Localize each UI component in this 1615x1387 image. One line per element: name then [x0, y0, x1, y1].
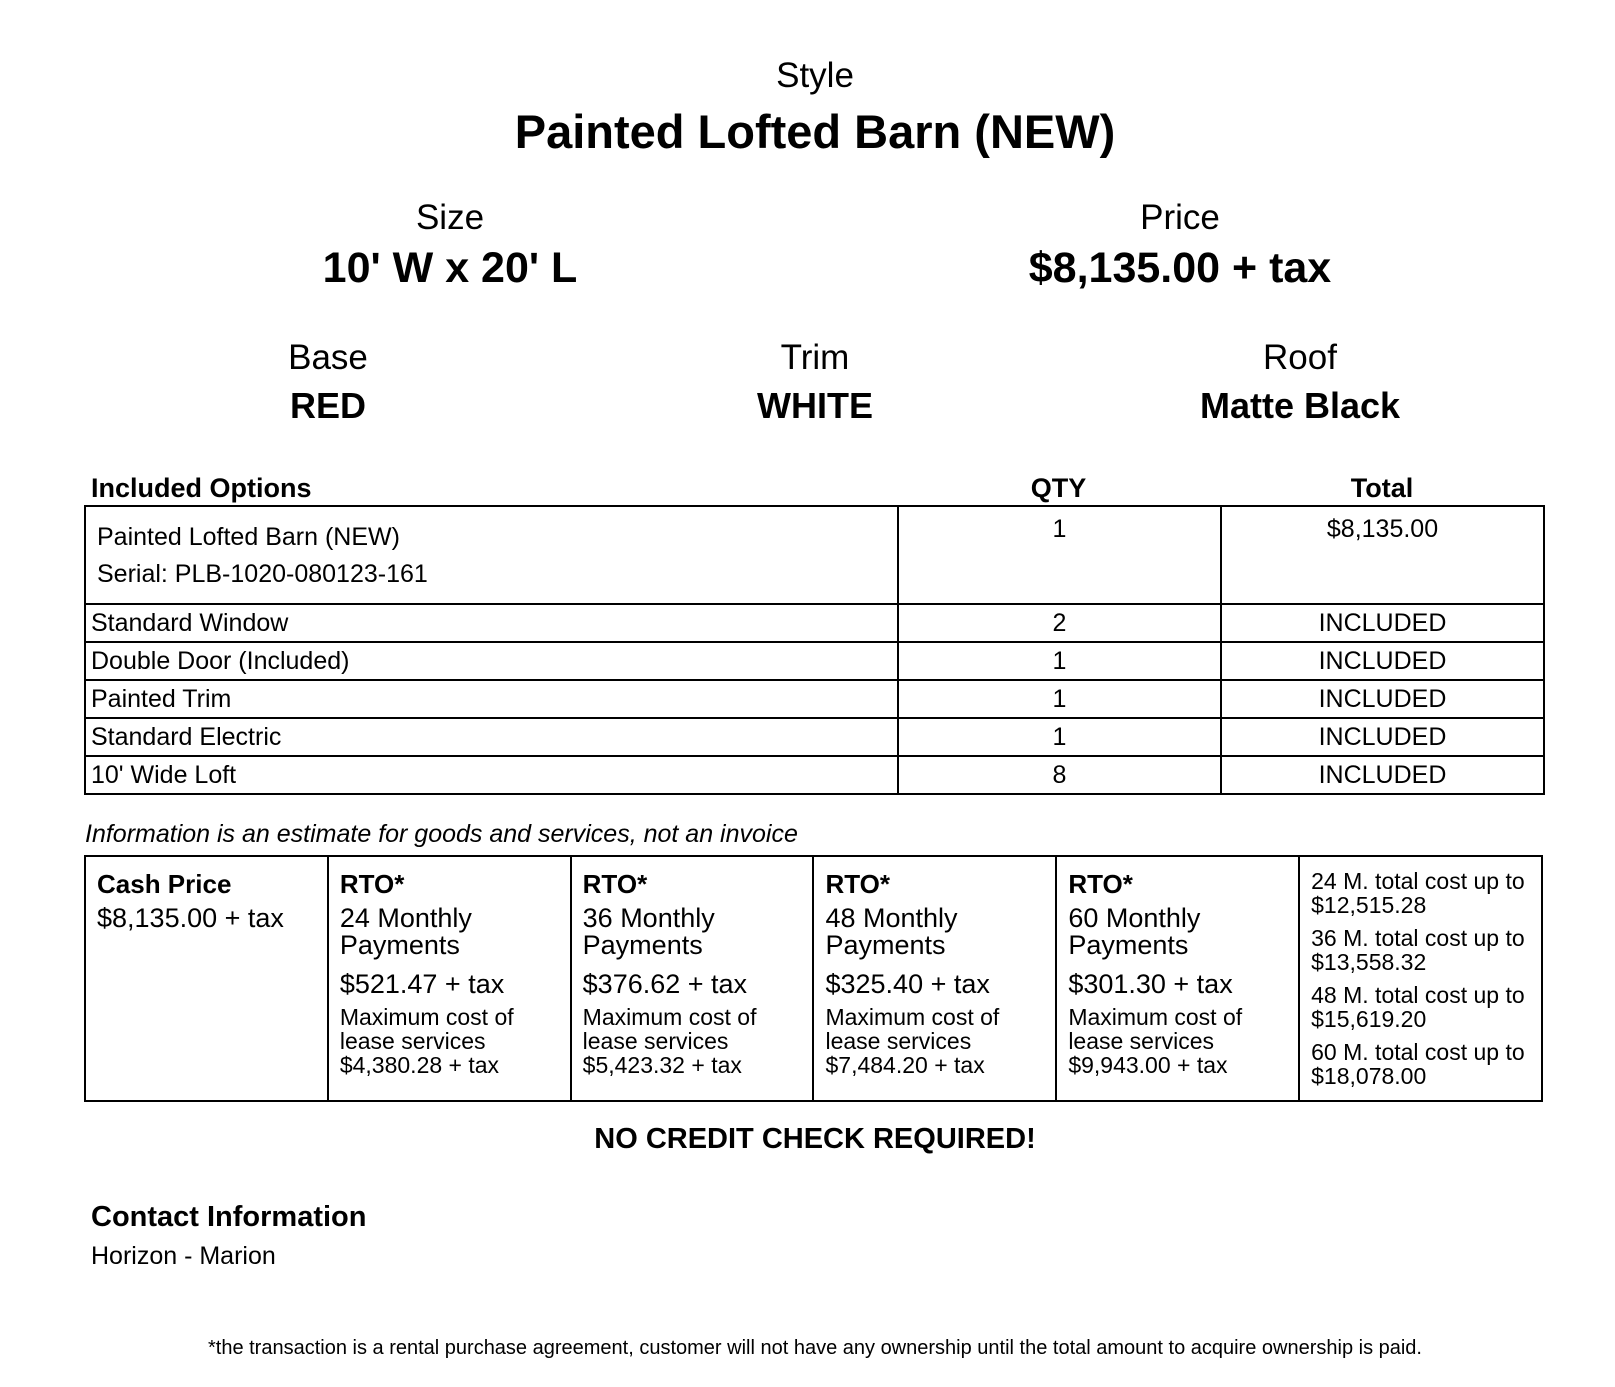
cash-price-title: Cash Price: [97, 869, 232, 899]
rto-term: 60 Monthly Payments: [1068, 903, 1201, 960]
roof-color-value: Matte Black: [1199, 385, 1401, 426]
table-row: [85, 718, 1544, 756]
total-cost-cell: [1299, 856, 1542, 1101]
option-qty: 8: [898, 756, 1221, 794]
rto-cell: [328, 856, 571, 1101]
options-header-qty: QTY: [1030, 473, 1087, 503]
rto-amount: $301.30 + tax: [1068, 969, 1233, 999]
option-total: INCLUDED: [1221, 642, 1544, 680]
base-color-value: RED: [289, 385, 366, 426]
table-row: [85, 642, 1544, 680]
option-name: Painted Trim: [85, 680, 898, 718]
option-total: $8,135.00: [1221, 506, 1544, 604]
no-credit-check-banner: NO CREDIT CHECK REQUIRED!: [594, 1123, 1036, 1155]
rto-title: RTO*: [582, 869, 648, 899]
payment-options-table: [84, 855, 1543, 1102]
rto-title: RTO*: [339, 869, 405, 899]
option-total: INCLUDED: [1221, 680, 1544, 718]
rto-max-cost: Maximum cost of lease services $7,484.20 + tax: [825, 1004, 1000, 1078]
option-qty: 1: [898, 642, 1221, 680]
cash-price-value: $8,135.00 + tax: [97, 903, 284, 933]
option-total: INCLUDED: [1221, 604, 1544, 642]
contact-name: Horizon - Marion: [91, 1242, 276, 1270]
table-row: [85, 756, 1544, 794]
footnote: *the transaction is a rental purchase agreement, customer will not have any ownership until the total amount to acquire ownership is paid.: [207, 1337, 1422, 1359]
option-name: Painted Lofted Barn (NEW): [97, 523, 400, 551]
contact-title: Contact Information: [91, 1201, 367, 1233]
rto-cell: [571, 856, 814, 1101]
rto-amount: $325.40 + tax: [825, 969, 990, 999]
option-serial: Serial: PLB-1020-080123-161: [97, 560, 428, 588]
rto-max-cost: Maximum cost of lease services $4,380.28 + tax: [339, 1004, 514, 1078]
roof-color-label: Roof: [1263, 338, 1337, 377]
option-qty: 1: [898, 506, 1221, 604]
rto-max-cost: Maximum cost of lease services $9,943.00 + tax: [1068, 1004, 1243, 1078]
rto-term: 24 Monthly Payments: [339, 903, 472, 960]
option-name-cell: [85, 506, 898, 604]
style-value: Painted Lofted Barn (NEW): [514, 105, 1116, 158]
table-row: [85, 604, 1544, 642]
option-total: INCLUDED: [1221, 756, 1544, 794]
option-name: 10' Wide Loft: [85, 756, 898, 794]
options-header-total: Total: [1350, 473, 1414, 503]
rto-title: RTO*: [825, 869, 891, 899]
option-name: Standard Electric: [85, 718, 898, 756]
options-header-name: Included Options: [91, 473, 312, 503]
trim-color-label: Trim: [780, 338, 850, 377]
style-label: Style: [776, 56, 854, 95]
total-cost-60: 60 M. total cost up to $18,078.00: [1311, 1039, 1525, 1089]
price-value: $8,135.00 + tax: [1028, 244, 1332, 292]
rto-amount: $521.47 + tax: [339, 969, 505, 999]
trim-color-value: WHITE: [757, 385, 873, 426]
estimate-note: Information is an estimate for goods and services, not an invoice: [85, 820, 798, 848]
table-row: [85, 506, 1544, 604]
option-name: Double Door (Included): [85, 642, 898, 680]
base-color-label: Base: [288, 338, 368, 377]
option-name: Standard Window: [85, 604, 898, 642]
rto-title: RTO*: [1068, 869, 1133, 899]
total-cost-48: 48 M. total cost up to $15,619.20: [1311, 982, 1525, 1032]
options-table: [84, 505, 1545, 795]
option-qty: 1: [898, 718, 1221, 756]
rto-amount: $376.62 + tax: [582, 969, 748, 999]
option-qty: 2: [898, 604, 1221, 642]
rto-term: 48 Monthly Payments: [825, 903, 958, 960]
table-row: [85, 856, 1542, 1101]
rto-term: 36 Monthly Payments: [582, 903, 715, 960]
rto-max-cost: Maximum cost of lease services $5,423.32 + tax: [582, 1004, 757, 1078]
option-total: INCLUDED: [1221, 718, 1544, 756]
rto-cell: [1056, 856, 1299, 1101]
total-cost-24: 24 M. total cost up to $12,515.28: [1311, 868, 1525, 918]
size-label: Size: [415, 198, 485, 237]
cash-price-cell: [85, 856, 328, 1101]
table-row: [85, 680, 1544, 718]
size-value: 10' W x 20' L: [322, 244, 578, 292]
price-label: Price: [1140, 198, 1220, 237]
rto-cell: [813, 856, 1056, 1101]
total-cost-36: 36 M. total cost up to $13,558.32: [1311, 925, 1525, 975]
option-qty: 1: [898, 680, 1221, 718]
